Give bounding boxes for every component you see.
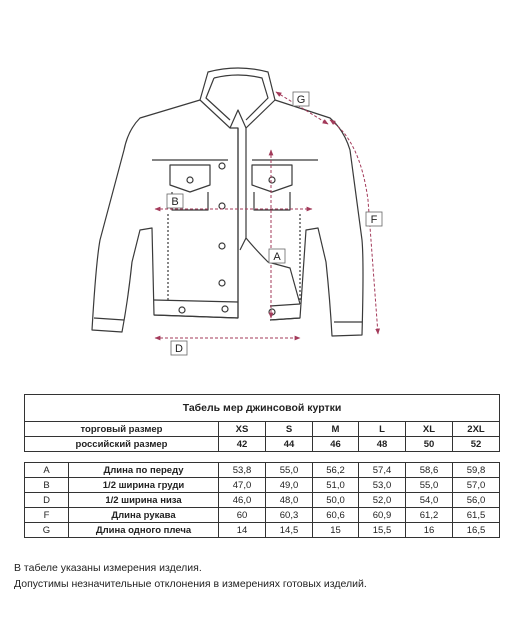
row-value: 61,5 bbox=[453, 508, 500, 523]
row-value: 46,0 bbox=[219, 493, 266, 508]
label-b: B bbox=[171, 196, 179, 208]
size-2xl: 2XL bbox=[453, 422, 500, 437]
jacket-outline bbox=[92, 68, 363, 336]
row-value: 15 bbox=[313, 523, 359, 538]
ru-size-row bbox=[25, 437, 500, 452]
dimension-markers bbox=[167, 92, 382, 355]
size-chart bbox=[24, 394, 499, 538]
row-value: 56,0 bbox=[453, 493, 500, 508]
ru-size-52: 52 bbox=[453, 437, 500, 452]
row-value: 52,0 bbox=[359, 493, 406, 508]
row-value: 14,5 bbox=[266, 523, 313, 538]
left-pocket bbox=[170, 165, 210, 192]
label-d: D bbox=[175, 343, 183, 355]
label-a: A bbox=[273, 251, 281, 263]
row-value: 57,4 bbox=[359, 463, 406, 478]
row-name: Длина одного плеча bbox=[69, 523, 219, 538]
size-s: S bbox=[266, 422, 313, 437]
waistband bbox=[154, 300, 238, 318]
label-f: F bbox=[370, 214, 378, 226]
row-name: 1/2 ширина низа bbox=[69, 493, 219, 508]
note-line: В табеле указаны измерения изделия. bbox=[14, 562, 202, 574]
size-m: M bbox=[313, 422, 359, 437]
notes bbox=[14, 560, 367, 592]
row-value: 55,0 bbox=[266, 463, 313, 478]
table-spacer bbox=[25, 452, 500, 463]
row-value: 55,0 bbox=[406, 478, 453, 493]
trade-size-label: торговый размер bbox=[25, 422, 219, 437]
row-code: F bbox=[25, 508, 69, 523]
row-value: 60,3 bbox=[266, 508, 313, 523]
collar bbox=[200, 68, 275, 128]
row-value: 53,8 bbox=[219, 463, 266, 478]
row-value: 57,0 bbox=[453, 478, 500, 493]
label-g: G bbox=[296, 94, 306, 106]
row-value: 16 bbox=[406, 523, 453, 538]
table-row bbox=[25, 508, 500, 523]
row-value: 54,0 bbox=[406, 493, 453, 508]
table-row bbox=[25, 523, 500, 538]
body-outline bbox=[92, 100, 238, 332]
ru-size-44: 44 bbox=[266, 437, 313, 452]
ru-size-50: 50 bbox=[406, 437, 453, 452]
row-value: 49,0 bbox=[266, 478, 313, 493]
row-code: A bbox=[25, 463, 69, 478]
ru-size-42: 42 bbox=[219, 437, 266, 452]
row-name: Длина по переду bbox=[69, 463, 219, 478]
row-name: 1/2 ширина груди bbox=[69, 478, 219, 493]
ru-size-46: 46 bbox=[313, 437, 359, 452]
row-code: B bbox=[25, 478, 69, 493]
row-value: 15,5 bbox=[359, 523, 406, 538]
row-value: 60,9 bbox=[359, 508, 406, 523]
note-line: Допустимы незначительные отклонения в измерениях готовых изделий. bbox=[14, 578, 367, 590]
row-value: 53,0 bbox=[359, 478, 406, 493]
row-value: 48,0 bbox=[266, 493, 313, 508]
table-row bbox=[25, 463, 500, 478]
front-opening bbox=[238, 128, 300, 318]
ru-size-48: 48 bbox=[359, 437, 406, 452]
size-l: L bbox=[359, 422, 406, 437]
row-value: 56,2 bbox=[313, 463, 359, 478]
left-cuff bbox=[94, 318, 124, 320]
row-value: 50,0 bbox=[313, 493, 359, 508]
trade-size-row bbox=[25, 422, 500, 437]
row-value: 47,0 bbox=[219, 478, 266, 493]
right-pocket bbox=[252, 165, 292, 192]
row-value: 14 bbox=[219, 523, 266, 538]
size-table bbox=[24, 394, 500, 538]
size-xl: XL bbox=[406, 422, 453, 437]
row-value: 59,8 bbox=[453, 463, 500, 478]
row-value: 16,5 bbox=[453, 523, 500, 538]
table-row bbox=[25, 478, 500, 493]
ru-size-label: российский размер bbox=[25, 437, 219, 452]
row-code: D bbox=[25, 493, 69, 508]
table-row bbox=[25, 493, 500, 508]
row-value: 60 bbox=[219, 508, 266, 523]
row-value: 58,6 bbox=[406, 463, 453, 478]
row-code: G bbox=[25, 523, 69, 538]
row-value: 61,2 bbox=[406, 508, 453, 523]
size-xs: XS bbox=[219, 422, 266, 437]
row-value: 60,6 bbox=[313, 508, 359, 523]
table-title: Табель мер джинсовой куртки bbox=[25, 395, 500, 422]
row-value: 51,0 bbox=[313, 478, 359, 493]
row-name: Длина рукава bbox=[69, 508, 219, 523]
